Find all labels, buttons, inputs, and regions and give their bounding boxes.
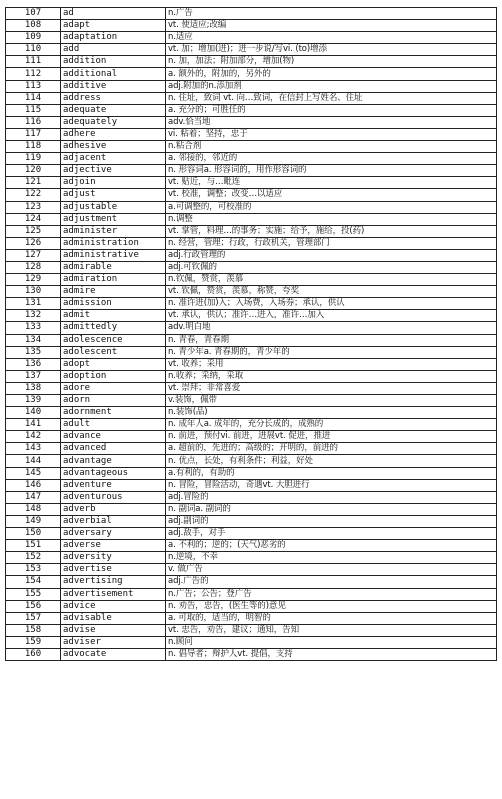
word-cell: admittedly — [61, 322, 166, 334]
definition-cell: vt. 钦佩，赞赏，羡慕，称赞，夸奖 — [166, 286, 497, 298]
definition-cell: adj.可钦佩的 — [166, 261, 497, 273]
row-number: 137 — [6, 370, 61, 382]
definition-cell: a. 额外的，附加的，另外的 — [166, 68, 497, 80]
row-number: 160 — [6, 648, 61, 660]
definition-cell: vt. 收养；采用 — [166, 358, 497, 370]
row-number: 136 — [6, 358, 61, 370]
row-number: 111 — [6, 56, 61, 68]
table-row — [6, 249, 497, 261]
row-number: 141 — [6, 419, 61, 431]
definition-cell: a. 可取的，适当的，明智的 — [166, 612, 497, 624]
word-cell: address — [61, 92, 166, 104]
table-row — [6, 588, 497, 600]
word-cell: add — [61, 44, 166, 56]
word-cell: adequately — [61, 116, 166, 128]
word-cell: adopt — [61, 358, 166, 370]
definition-cell: n. 前进，预付vi. 前进，进展vt. 促进，推进 — [166, 431, 497, 443]
word-cell: advantageous — [61, 467, 166, 479]
table-row — [6, 467, 497, 479]
vocabulary-sheet — [5, 7, 493, 661]
table-row — [6, 358, 497, 370]
definition-cell: v.装饰，佩带 — [166, 395, 497, 407]
row-number: 115 — [6, 104, 61, 116]
word-cell: adversary — [61, 528, 166, 540]
word-cell: adjustable — [61, 201, 166, 213]
table-row — [6, 286, 497, 298]
table-row — [6, 370, 497, 382]
word-cell: administer — [61, 225, 166, 237]
row-number: 117 — [6, 128, 61, 140]
row-number: 151 — [6, 540, 61, 552]
row-number: 148 — [6, 503, 61, 515]
word-cell: adverse — [61, 540, 166, 552]
word-cell: adjustment — [61, 213, 166, 225]
definition-cell: n.装饰(品) — [166, 407, 497, 419]
row-number: 113 — [6, 80, 61, 92]
word-cell: admit — [61, 310, 166, 322]
row-number: 143 — [6, 443, 61, 455]
table-row — [6, 479, 497, 491]
table-row — [6, 491, 497, 503]
table-row — [6, 153, 497, 165]
word-cell: adventure — [61, 479, 166, 491]
definition-cell: n. 劝告，忠告，(医生等的)意见 — [166, 600, 497, 612]
definition-cell: adv.恰当地 — [166, 116, 497, 128]
table-row — [6, 540, 497, 552]
table-row — [6, 92, 497, 104]
row-number: 124 — [6, 213, 61, 225]
definition-cell: n.钦佩，赞赏，羡慕 — [166, 274, 497, 286]
definition-cell: n. 住址，致词 vt. 向…致词，在信封上写姓名、住址 — [166, 92, 497, 104]
row-number: 120 — [6, 165, 61, 177]
word-cell: admire — [61, 286, 166, 298]
row-number: 146 — [6, 479, 61, 491]
row-number: 109 — [6, 32, 61, 44]
word-cell: admission — [61, 298, 166, 310]
row-number: 118 — [6, 141, 61, 153]
table-row — [6, 261, 497, 273]
row-number: 122 — [6, 189, 61, 201]
definition-cell: n. 加，加法；附加部分，增加(物) — [166, 56, 497, 68]
row-number: 155 — [6, 588, 61, 600]
word-cell: advertisement — [61, 588, 166, 600]
definition-cell: n. 冒险，冒险活动，奇遇vt. 大胆进行 — [166, 479, 497, 491]
row-number: 126 — [6, 237, 61, 249]
definition-cell: vt. 掌管，料理…的事务；实施；给予，施给，投(药) — [166, 225, 497, 237]
table-row — [6, 334, 497, 346]
row-number: 140 — [6, 407, 61, 419]
word-cell: adapt — [61, 20, 166, 32]
row-number: 150 — [6, 528, 61, 540]
definition-cell: vt. 使适应;改编 — [166, 20, 497, 32]
definition-cell: adv.明白地 — [166, 322, 497, 334]
word-cell: advocate — [61, 648, 166, 660]
row-number: 127 — [6, 249, 61, 261]
table-row — [6, 237, 497, 249]
word-cell: advisable — [61, 612, 166, 624]
table-row — [6, 32, 497, 44]
row-number: 128 — [6, 261, 61, 273]
word-cell: adult — [61, 419, 166, 431]
row-number: 138 — [6, 382, 61, 394]
word-cell: adventurous — [61, 491, 166, 503]
definition-cell: adj.广告的 — [166, 576, 497, 588]
table-row — [6, 322, 497, 334]
word-cell: advantage — [61, 455, 166, 467]
definition-cell: vt. 承认，供认；准许…进入，准许…加入 — [166, 310, 497, 322]
table-row — [6, 346, 497, 358]
table-row — [6, 564, 497, 576]
table-row — [6, 8, 497, 20]
word-cell: adoption — [61, 370, 166, 382]
table-row — [6, 443, 497, 455]
table-row — [6, 431, 497, 443]
table-row — [6, 576, 497, 588]
word-cell: adjust — [61, 189, 166, 201]
row-number: 152 — [6, 552, 61, 564]
table-row — [6, 213, 497, 225]
row-number: 158 — [6, 624, 61, 636]
definition-cell: n.广告；公告；登广告 — [166, 588, 497, 600]
word-cell: adjective — [61, 165, 166, 177]
word-cell: additive — [61, 80, 166, 92]
row-number: 147 — [6, 491, 61, 503]
word-cell: adolescent — [61, 346, 166, 358]
row-number: 153 — [6, 564, 61, 576]
definition-cell: n. 准许进(加)入；入场费，入场券；承认，供认 — [166, 298, 497, 310]
word-cell: advanced — [61, 443, 166, 455]
definition-cell: n.适应 — [166, 32, 497, 44]
definition-cell: n. 副词a. 副词的 — [166, 503, 497, 515]
definition-cell: a. 超前的，先进的；高级的；开明的，前进的 — [166, 443, 497, 455]
definition-cell: adj.副词的 — [166, 515, 497, 527]
definition-cell: n. 优点，长处，有利条件；利益，好处 — [166, 455, 497, 467]
table-row — [6, 395, 497, 407]
table-row — [6, 177, 497, 189]
definition-cell: n. 青春，青春期 — [166, 334, 497, 346]
word-cell: adornment — [61, 407, 166, 419]
definition-cell: n. 青少年a. 青春期的，青少年的 — [166, 346, 497, 358]
row-number: 139 — [6, 395, 61, 407]
definition-cell: vt. 崇拜；非常喜爱 — [166, 382, 497, 394]
word-cell: adorn — [61, 395, 166, 407]
word-cell: admirable — [61, 261, 166, 273]
table-row — [6, 419, 497, 431]
row-number: 144 — [6, 455, 61, 467]
table-row — [6, 636, 497, 648]
word-cell: adequate — [61, 104, 166, 116]
word-cell: adhere — [61, 128, 166, 140]
word-cell: advertising — [61, 576, 166, 588]
row-number: 107 — [6, 8, 61, 20]
word-cell: adversity — [61, 552, 166, 564]
definition-cell: vt. 贴近，与…毗连 — [166, 177, 497, 189]
table-row — [6, 503, 497, 515]
table-row — [6, 80, 497, 92]
table-row — [6, 56, 497, 68]
definition-cell: adj.敌手，对手 — [166, 528, 497, 540]
table-row — [6, 225, 497, 237]
word-cell: ad — [61, 8, 166, 20]
word-cell: adore — [61, 382, 166, 394]
row-number: 130 — [6, 286, 61, 298]
word-cell: administration — [61, 237, 166, 249]
word-cell: additional — [61, 68, 166, 80]
table-row — [6, 128, 497, 140]
row-number: 142 — [6, 431, 61, 443]
table-row — [6, 648, 497, 660]
definition-cell: n.收养；采纳，采取 — [166, 370, 497, 382]
table-row — [6, 612, 497, 624]
word-cell: adviser — [61, 636, 166, 648]
definition-cell: n.顾问 — [166, 636, 497, 648]
definition-cell: a.可调整的，可校准的 — [166, 201, 497, 213]
definition-cell: adj.附加的n.添加剂 — [166, 80, 497, 92]
definition-cell: n. 经营，管理；行政，行政机关，管理部门 — [166, 237, 497, 249]
row-number: 116 — [6, 116, 61, 128]
definition-cell: n.调整 — [166, 213, 497, 225]
table-row — [6, 455, 497, 467]
row-number: 135 — [6, 346, 61, 358]
word-cell: advance — [61, 431, 166, 443]
table-row — [6, 20, 497, 32]
table-row — [6, 298, 497, 310]
row-number: 110 — [6, 44, 61, 56]
table-row — [6, 310, 497, 322]
row-number: 112 — [6, 68, 61, 80]
word-cell: adolescence — [61, 334, 166, 346]
definition-cell: a. 邻接的，邻近的 — [166, 153, 497, 165]
table-row — [6, 600, 497, 612]
definition-cell: n. 形容词a. 形容词的，用作形容词的 — [166, 165, 497, 177]
row-number: 132 — [6, 310, 61, 322]
definition-cell: n. 成年人a. 成年的，充分长成的，成熟的 — [166, 419, 497, 431]
definition-cell: a.有利的，有助的 — [166, 467, 497, 479]
word-cell: adaptation — [61, 32, 166, 44]
definition-cell: n. 倡导者；辩护人vt. 提倡，支持 — [166, 648, 497, 660]
definition-cell: a. 充分的；可胜任的 — [166, 104, 497, 116]
definition-cell: n.逆境，不幸 — [166, 552, 497, 564]
word-cell: adjoin — [61, 177, 166, 189]
row-number: 156 — [6, 600, 61, 612]
table-row — [6, 274, 497, 286]
table-row — [6, 104, 497, 116]
word-cell: adverb — [61, 503, 166, 515]
definition-cell: a. 不利的；逆的；(天气)恶劣的 — [166, 540, 497, 552]
row-number: 108 — [6, 20, 61, 32]
definition-cell: v. 做广告 — [166, 564, 497, 576]
row-number: 131 — [6, 298, 61, 310]
table-row — [6, 624, 497, 636]
row-number: 125 — [6, 225, 61, 237]
definition-cell: vt. 加；增加(进)；进一步说/写vi. (to)增添 — [166, 44, 497, 56]
row-number: 119 — [6, 153, 61, 165]
table-row — [6, 116, 497, 128]
row-number: 145 — [6, 467, 61, 479]
definition-cell: vt. 忠告，劝告，建议；通知，告知 — [166, 624, 497, 636]
definition-cell: vi. 粘着；坚持，忠于 — [166, 128, 497, 140]
word-cell: admiration — [61, 274, 166, 286]
vocabulary-table — [5, 7, 497, 661]
word-cell: adjacent — [61, 153, 166, 165]
table-row — [6, 201, 497, 213]
row-number: 154 — [6, 576, 61, 588]
table-row — [6, 552, 497, 564]
table-row — [6, 165, 497, 177]
definition-cell: vt. 校准，调整；改变…以适应 — [166, 189, 497, 201]
row-number: 157 — [6, 612, 61, 624]
table-row — [6, 68, 497, 80]
vocabulary-table-body — [6, 8, 497, 661]
table-row — [6, 528, 497, 540]
word-cell: advice — [61, 600, 166, 612]
definition-cell: n.粘合剂 — [166, 141, 497, 153]
table-row — [6, 44, 497, 56]
table-row — [6, 382, 497, 394]
word-cell: addition — [61, 56, 166, 68]
table-row — [6, 141, 497, 153]
word-cell: adhesive — [61, 141, 166, 153]
definition-cell: adj.行政管理的 — [166, 249, 497, 261]
word-cell: administrative — [61, 249, 166, 261]
word-cell: advise — [61, 624, 166, 636]
word-cell: advertise — [61, 564, 166, 576]
table-row — [6, 189, 497, 201]
row-number: 134 — [6, 334, 61, 346]
row-number: 133 — [6, 322, 61, 334]
definition-cell: adj.冒险的 — [166, 491, 497, 503]
table-row — [6, 407, 497, 419]
definition-cell: n.广告 — [166, 8, 497, 20]
word-cell: adverbial — [61, 515, 166, 527]
row-number: 129 — [6, 274, 61, 286]
row-number: 123 — [6, 201, 61, 213]
row-number: 149 — [6, 515, 61, 527]
row-number: 114 — [6, 92, 61, 104]
row-number: 159 — [6, 636, 61, 648]
table-row — [6, 515, 497, 527]
row-number: 121 — [6, 177, 61, 189]
